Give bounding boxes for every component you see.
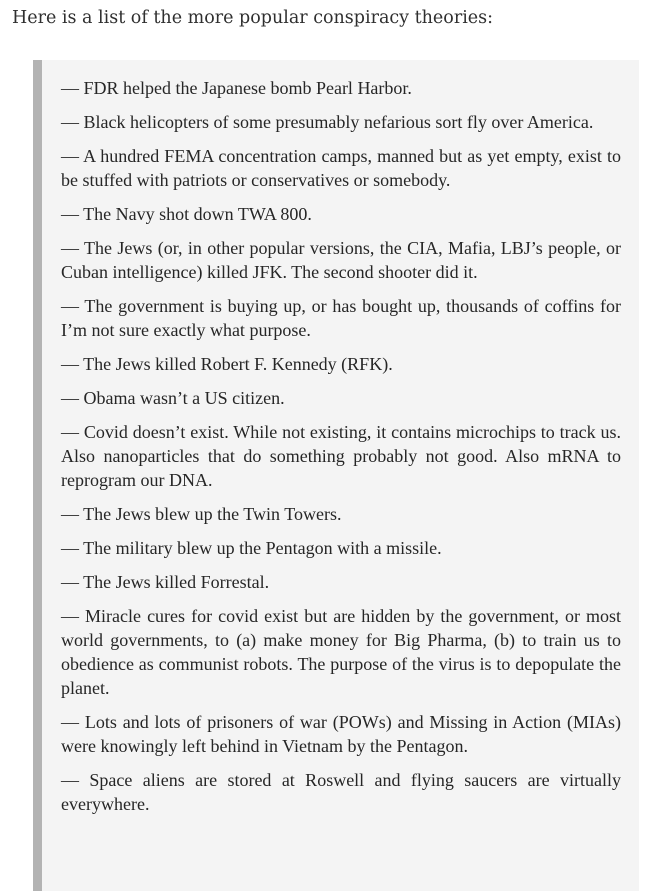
- list-item: — The Jews blew up the Twin Towers.: [61, 504, 342, 524]
- list-item: — Miracle cures for covid exist but are hidden by the government, or most world governments, to (a) make money for Big Pharma, (b) to train us to obedience as communist robots. The purpose of the virus is to depopulate the planet.: [61, 606, 621, 698]
- list-item: — The Jews killed Forrestal.: [61, 572, 270, 592]
- intro-paragraph: Here is a list of the more popular conspiracy theories:: [12, 8, 494, 28]
- list-item: — The Navy shot down TWA 800.: [61, 204, 312, 224]
- conspiracy-theory-list: [42, 60, 639, 816]
- list-item: — FDR helped the Japanese bomb Pearl Harbor.: [61, 78, 412, 98]
- list-item: — The Jews (or, in other popular versions, the CIA, Mafia, LBJ’s people, or Cuban intelligence) killed JFK. The second shooter did it.: [61, 238, 621, 282]
- conspiracy-list-blockquote: [33, 60, 639, 891]
- list-item: — Obama wasn’t a US citizen.: [61, 388, 285, 408]
- list-item: — Space aliens are stored at Roswell and flying saucers are virtually everywhere.: [61, 770, 621, 814]
- list-item: — A hundred FEMA concentration camps, manned but as yet empty, exist to be stuffed with patriots or conservatives or somebody.: [61, 146, 621, 190]
- list-item: — Covid doesn’t exist. While not existing, it contains microchips to track us. Also nanoparticles that do something probably not good. Also mRNA to reprogram our DNA.: [61, 422, 621, 490]
- list-item: — The Jews killed Robert F. Kennedy (RFK).: [61, 354, 393, 374]
- list-item: — Black helicopters of some presumably nefarious sort fly over America.: [61, 112, 594, 132]
- list-item: — The military blew up the Pentagon with a missile.: [61, 538, 442, 558]
- list-item: — The government is buying up, or has bought up, thousands of coffins for I’m not sure exactly what purpose.: [61, 296, 621, 340]
- list-item: — Lots and lots of prisoners of war (POWs) and Missing in Action (MIAs) were knowingly left behind in Vietnam by the Pentagon.: [61, 712, 621, 756]
